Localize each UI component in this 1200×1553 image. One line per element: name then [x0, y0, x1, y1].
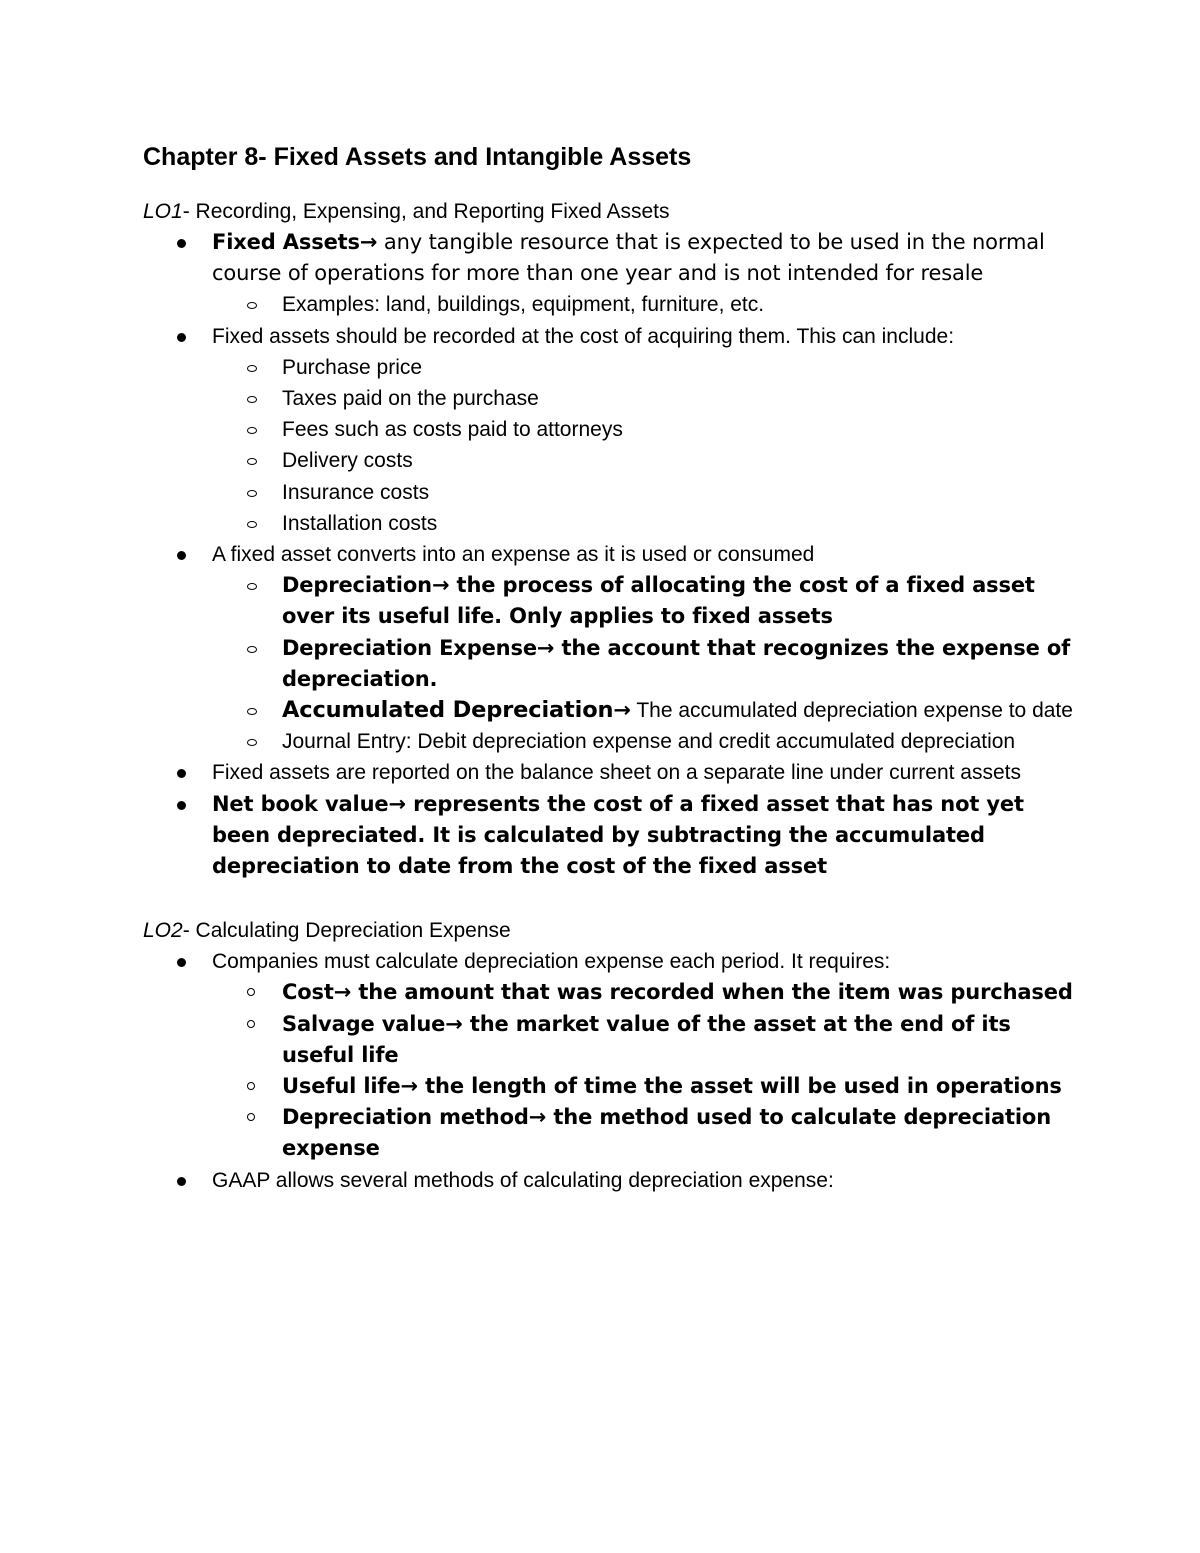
list-item-insurance — [143, 477, 1083, 508]
list-item-depreciation-expense — [143, 633, 1083, 695]
def-salvage-value: the market value of the asset at the end of its useful life — [282, 1011, 1011, 1067]
list-item-delivery — [143, 445, 1083, 476]
document-page — [143, 138, 1083, 1196]
item-text: Companies must calculate depreciation expense each period. It requires: — [212, 950, 891, 974]
term-cost: Cost — [282, 980, 334, 1005]
arrow-icon: → — [388, 791, 406, 816]
lo2-tag: LO2 — [143, 919, 183, 943]
list-item-balance-sheet — [143, 757, 1083, 788]
list-item-gaap — [143, 1165, 1083, 1196]
sub-item-text: Installation costs — [282, 511, 438, 535]
def-accumulated-depreciation: The accumulated depreciation expense to date — [630, 699, 1073, 723]
sub-item-text: Examples: land, buildings, equipment, furniture, etc. — [282, 293, 765, 317]
list-item-purchase-price — [143, 352, 1083, 383]
lo2-heading — [143, 915, 1083, 946]
term-depreciation: Depreciation — [282, 573, 432, 598]
lo2-heading-text: - Calculating Depreciation Expense — [182, 919, 511, 943]
sub-item-text: Fees such as costs paid to attorneys — [282, 418, 623, 442]
term-depreciation-method: Depreciation method — [282, 1105, 529, 1130]
list-item-salvage-value — [143, 1009, 1083, 1071]
def-depreciation-expense: the account that recognizes the expense of depreciation. — [282, 635, 1071, 691]
list-item-net-book-value — [143, 789, 1083, 883]
list-item-depreciation — [143, 570, 1083, 632]
arrow-icon: → — [536, 635, 555, 660]
term-salvage-value: Salvage value — [282, 1011, 446, 1036]
list-item-journal-entry — [143, 726, 1083, 757]
term-useful-life: Useful life — [282, 1074, 401, 1099]
sub-item-text: Journal Entry: Debit depreciation expense and credit accumulated depreciation — [282, 730, 1016, 754]
list-item-recorded-cost — [143, 321, 1083, 352]
item-text: A fixed asset converts into an expense as it is used or consumed — [212, 543, 815, 567]
def-net-book-value: represents the cost of a fixed asset that has not yet been depreciated. It is calculated by subtracting the accumulated depreciation to date from the cost of the fixed asset — [212, 791, 1024, 879]
arrow-icon: → — [445, 1011, 463, 1036]
lo1-heading — [143, 196, 1083, 227]
lo1-tag: LO1 — [143, 200, 183, 223]
list-item-converts-expense — [143, 539, 1083, 570]
list-item-examples — [143, 289, 1083, 320]
arrow-icon: → — [333, 980, 352, 1005]
def-cost: the amount that was recorded when the item was purchased — [351, 980, 1073, 1005]
def-depreciation: the process of allocating the cost of a fixed asset over its useful life. Only applies to fixed assets — [282, 573, 1035, 629]
term-fixed-assets: Fixed Assets — [212, 230, 360, 254]
list-item-useful-life — [143, 1071, 1083, 1102]
term-depreciation-expense: Depreciation Expense — [282, 635, 537, 660]
def-useful-life: the length of time the asset will be used in operations — [417, 1074, 1062, 1099]
list-item-installation — [143, 508, 1083, 539]
sub-item-text: Purchase price — [282, 355, 423, 379]
item-text: Fixed assets are reported on the balance sheet on a separate line under current assets — [212, 761, 1021, 785]
list-item-cost — [143, 977, 1083, 1008]
list-item-accumulated-depreciation — [143, 695, 1083, 726]
list-item-depreciation-method — [143, 1102, 1083, 1164]
list-item-fixed-assets — [143, 227, 1083, 289]
list-item-fees — [143, 414, 1083, 445]
lo1-heading-text: - Recording, Expensing, and Reporting Fixed Assets — [182, 200, 670, 223]
item-text: Fixed assets should be recorded at the cost of acquiring them. This can include: — [212, 324, 955, 348]
arrow-icon: → — [431, 573, 450, 598]
lo1-list — [143, 227, 1083, 882]
list-item-taxes — [143, 383, 1083, 414]
arrow-icon: → — [400, 1074, 418, 1099]
list-item-companies-calc — [143, 946, 1083, 977]
term-accumulated-depreciation: Accumulated Depreciation — [282, 697, 614, 724]
lo2-list — [143, 946, 1083, 1196]
arrow-icon: → — [359, 230, 378, 254]
arrow-icon: → — [613, 698, 631, 723]
term-net-book-value: Net book value — [212, 791, 389, 816]
arrow-icon: → — [528, 1105, 547, 1130]
def-fixed-assets: any tangible resource that is expected to be used in the normal course of operations for more than one year and is not intended for resale — [212, 230, 1045, 286]
item-text: GAAP allows several methods of calculating depreciation expense: — [212, 1168, 834, 1192]
def-depreciation-method: the method used to calculate depreciation expense — [282, 1105, 1051, 1161]
sub-item-text: Insurance costs — [282, 480, 430, 504]
chapter-title: Chapter 8- Fixed Assets and Intangible Assets — [143, 143, 692, 171]
sub-item-text: Delivery costs — [282, 449, 413, 473]
sub-item-text: Taxes paid on the purchase — [282, 387, 539, 411]
